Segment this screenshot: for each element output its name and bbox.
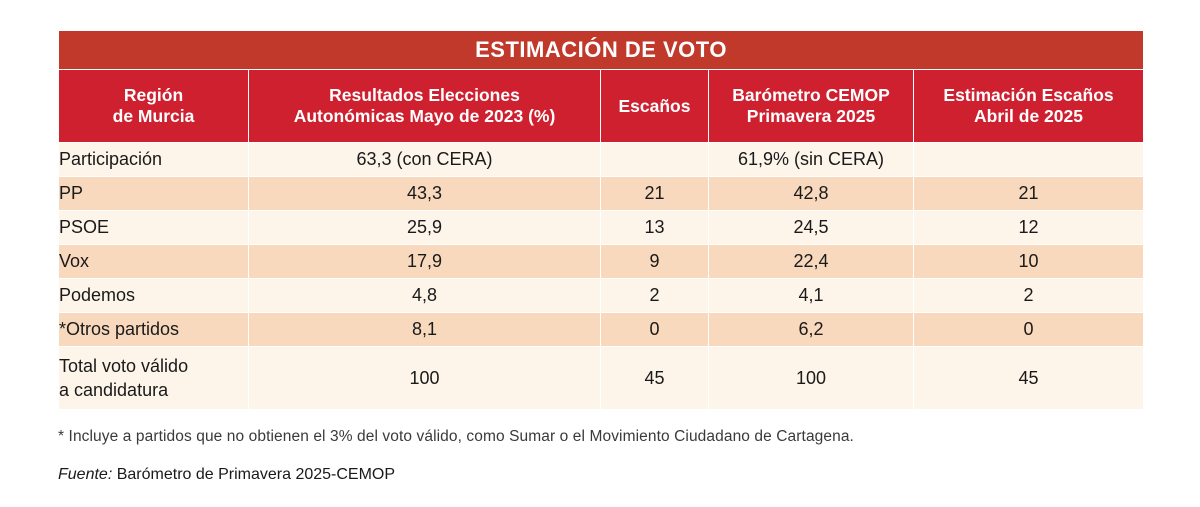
row-label: PP [59, 177, 249, 211]
column-header-barometer-2025 [709, 70, 914, 143]
table-total-row [59, 347, 1144, 410]
table-row [59, 143, 1144, 177]
row-seats-2023: 9 [601, 245, 709, 279]
column-header-seats-estimate-2025-line2: Abril de 2025 [974, 106, 1083, 126]
table-title: ESTIMACIÓN DE VOTO [59, 31, 1144, 70]
row-label: Participación [59, 143, 249, 177]
column-header-seats-estimate-2025 [914, 70, 1144, 143]
table-header-row [59, 70, 1144, 143]
source-value: Barómetro de Primavera 2025-CEMOP [116, 466, 396, 483]
row-seats-estimate-2025: 2 [914, 279, 1144, 313]
total-seats-estimate-2025: 45 [914, 347, 1144, 410]
row-seats-estimate-2025 [914, 143, 1144, 177]
row-results-2023: 25,9 [249, 211, 601, 245]
total-row-label-line2: a candidatura [59, 380, 169, 400]
row-barometer-2025: 6,2 [709, 313, 914, 347]
row-barometer-2025: 42,8 [709, 177, 914, 211]
row-results-2023: 8,1 [249, 313, 601, 347]
row-barometer-2025: 61,9% (sin CERA) [709, 143, 914, 177]
vote-estimation-table [58, 30, 1144, 410]
row-label: Vox [59, 245, 249, 279]
row-seats-2023: 2 [601, 279, 709, 313]
column-header-barometer-2025-line1: Barómetro CEMOP [732, 85, 890, 105]
column-header-barometer-2025-line2: Primavera 2025 [746, 106, 876, 126]
row-label: Podemos [59, 279, 249, 313]
row-seats-2023 [601, 143, 709, 177]
table-row [59, 313, 1144, 347]
row-seats-estimate-2025: 21 [914, 177, 1144, 211]
table-head [59, 31, 1144, 143]
row-seats-estimate-2025: 10 [914, 245, 1144, 279]
row-seats-2023: 13 [601, 211, 709, 245]
total-row-label-line1: Total voto válido [59, 355, 189, 376]
row-seats-estimate-2025: 12 [914, 211, 1144, 245]
total-results-2023: 100 [249, 347, 601, 410]
row-results-2023: 17,9 [249, 245, 601, 279]
row-seats-2023: 0 [601, 313, 709, 347]
column-header-results-2023 [249, 70, 601, 143]
column-header-seats-estimate-2025-line1: Estimación Escaños [943, 85, 1114, 105]
column-header-results-2023-line2: Autonómicas Mayo de 2023 (%) [293, 106, 556, 126]
table-body [59, 143, 1144, 410]
row-barometer-2025: 4,1 [709, 279, 914, 313]
column-header-region-line2: de Murcia [112, 106, 195, 126]
table-footnote: * Incluye a partidos que no obtienen el 3% del voto válido, como Sumar o el Movimiento Ciudadano de Cartagena. [58, 428, 854, 445]
column-header-region-line1: Región [123, 85, 184, 105]
row-barometer-2025: 22,4 [709, 245, 914, 279]
table-row [59, 211, 1144, 245]
column-header-seats-2023-line1: Escaños [618, 95, 691, 116]
row-barometer-2025: 24,5 [709, 211, 914, 245]
row-label: *Otros partidos [59, 313, 249, 347]
row-results-2023: 63,3 (con CERA) [249, 143, 601, 177]
column-header-results-2023-line1: Resultados Elecciones [329, 85, 520, 105]
column-header-region [59, 70, 249, 143]
table-row [59, 177, 1144, 211]
row-results-2023: 43,3 [249, 177, 601, 211]
total-row-label [59, 347, 249, 410]
row-seats-estimate-2025: 0 [914, 313, 1144, 347]
source-label: Fuente: [58, 466, 113, 483]
table-title-row [59, 31, 1144, 70]
row-seats-2023: 21 [601, 177, 709, 211]
row-label: PSOE [59, 211, 249, 245]
total-seats-2023: 45 [601, 347, 709, 410]
total-barometer-2025: 100 [709, 347, 914, 410]
table-row [59, 279, 1144, 313]
column-header-seats-2023 [601, 70, 709, 143]
source-line [58, 466, 1142, 484]
table-row [59, 245, 1144, 279]
row-results-2023: 4,8 [249, 279, 601, 313]
